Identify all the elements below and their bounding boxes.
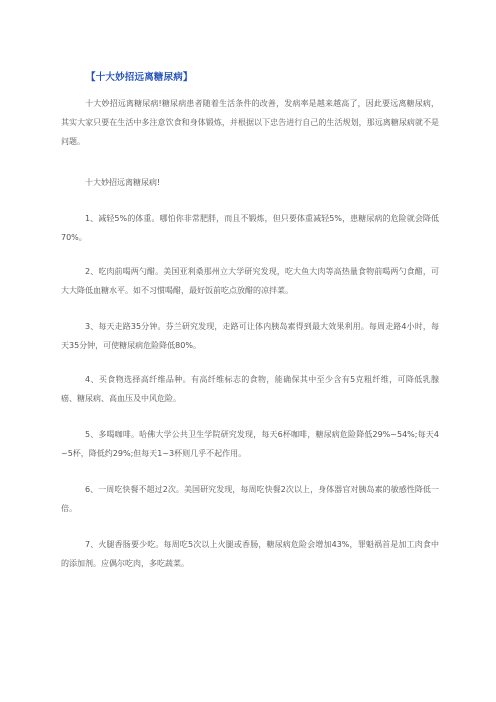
tip-text: 3、每天走路35分钟。芬兰研究发现，走路可让体内胰岛素得到最大效果利用。每周走路4小时，每天35分钟，可使糖尿病危险降低80%。 [61,322,439,350]
document-title: 【十大妙招远离糖尿病】 [86,72,193,83]
tip-paragraph-5 [61,425,439,463]
tip-text: 6、一周吃快餐不超过2次。美国研究发现，每周吃快餐2次以上，身体器官对胰岛素的敏感性降低一倍。 [61,485,439,513]
tip-paragraph-4 [61,370,439,408]
tip-paragraph-6 [61,480,439,518]
tip-text: 1、减轻5%的体重。哪怕你非常肥胖，而且不锻炼，但只要体重减轻5%，患糖尿病的危险就会降低70%。 [61,214,439,242]
tip-text: 7、火腿香肠要少吃。每周吃5次以上火腿或香肠，糖尿病危险会增加43%，罪魁祸首是加工肉食中的添加剂。应偶尔吃肉，多吃蔬菜。 [61,540,439,568]
tip-text: 2、吃肉前喝两勺醋。美国亚利桑那州立大学研究发现，吃大鱼大肉等高热量食物前喝两勺食醋，可大大降低血糖水平。如不习惯喝醋，最好饭前吃点放醋的凉拌菜。 [61,267,439,295]
tip-text: 4、买食物选择高纤维品种。有高纤维标志的食物，能确保其中至少含有5克粗纤维，可降低乳腺癌、糖尿病、高血压及中风危险。 [61,375,439,403]
intro-text: 十大妙招远离糖尿病!糖尿病患者随着生活条件的改善，发病率是越来越高了，因此要远离糖尿病，其实大家只要在生活中多注意饮食和身体锻炼，并根据以下忠告进行自己的生活规划，那远离糖尿病就不是问题。 [61,99,439,146]
tip-paragraph-3 [61,317,439,355]
intro-paragraph [61,94,439,151]
tip-paragraph-1 [61,209,439,247]
tip-text: 5、多喝咖啡。哈佛大学公共卫生学院研究发现，每天6杯咖啡，糖尿病危险降低29%~54%;每天4~5杯，降低约29%;但每天1~3杯则几乎不起作用。 [61,430,439,458]
tip-paragraph-7 [61,535,439,573]
subtitle-text: 十大妙招远离糖尿病! [85,178,161,187]
subtitle-paragraph [61,173,439,192]
tip-paragraph-2 [61,262,439,300]
